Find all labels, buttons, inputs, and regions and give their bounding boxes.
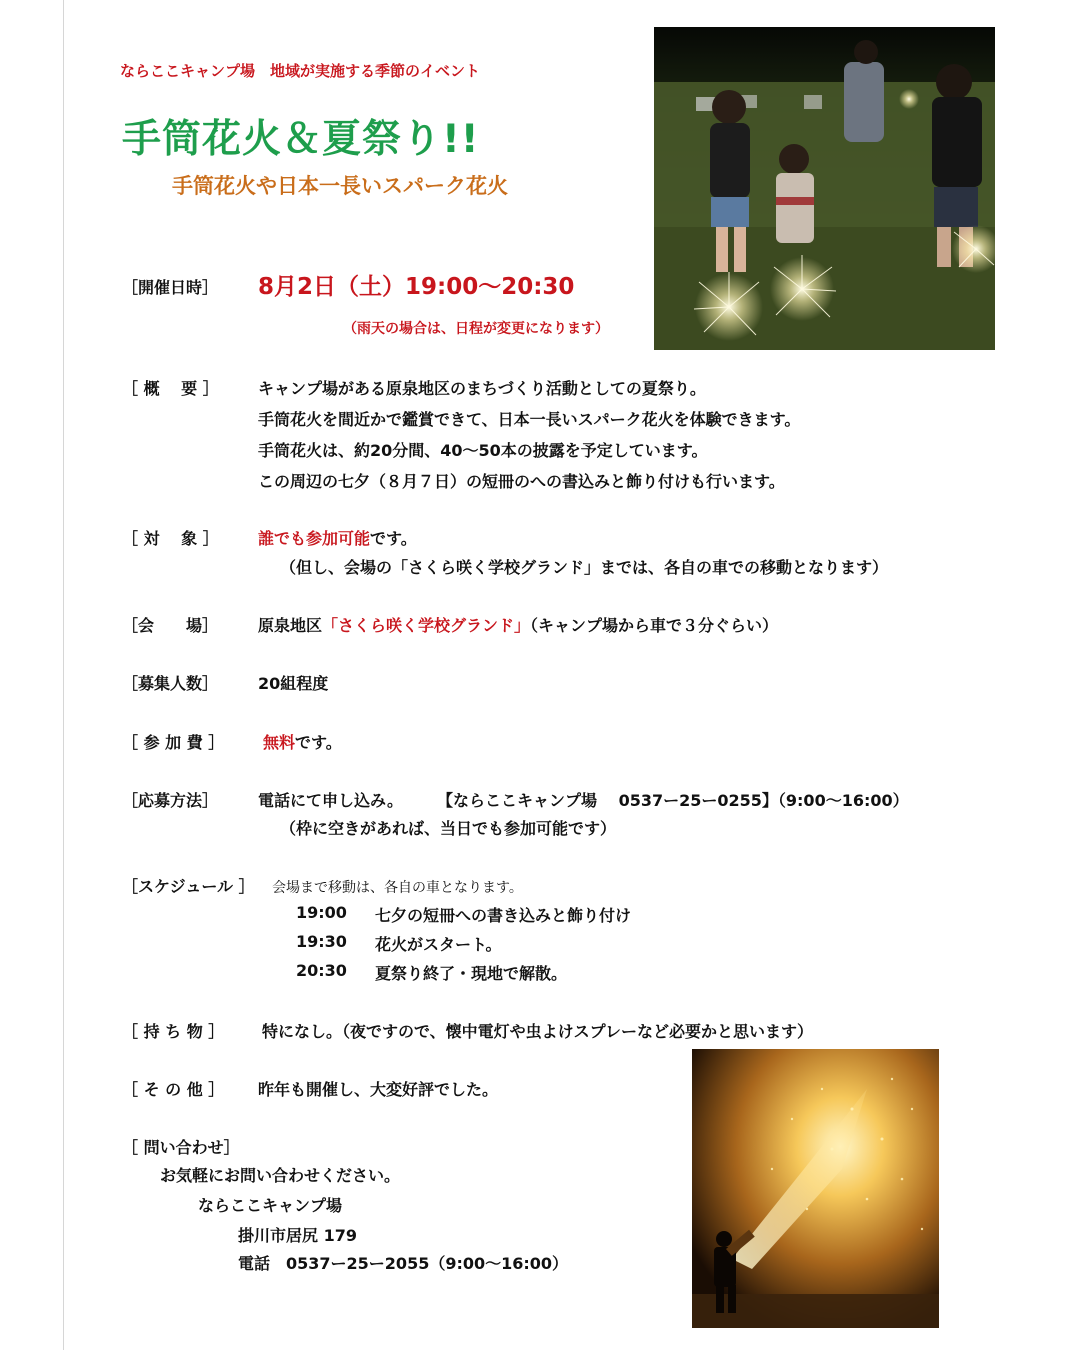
datetime-value: 8月2日（土）19:00～20:30	[258, 274, 575, 300]
venue-prefix: 原泉地区	[258, 616, 323, 635]
apply-phone: 【ならここキャンプ場 0537ー25ー0255】（9:00～16:00）	[437, 791, 909, 810]
schedule-intro: 会場まで移動は、各自の車となります。	[272, 880, 523, 896]
fee-highlight: 無料	[263, 733, 296, 752]
schedule-desc: 夏祭り終了・現地で解散。	[375, 964, 568, 983]
fee-text	[263, 730, 342, 753]
schedule-time: 20:30	[296, 961, 347, 980]
apply-label: ［応募方法］	[122, 791, 219, 810]
apply-note: （枠に空きがあれば、当日でも参加可能です）	[280, 819, 617, 838]
page-subtitle: 手筒花火や日本一長いスパーク花火	[172, 174, 508, 198]
overview-line: 手筒花火は、約20分間、40～50本の披露を予定しています。	[258, 441, 708, 460]
other-label: ［ そ の 他 ］	[122, 1080, 225, 1099]
apply-highlight: 電話にて申し込み。	[258, 791, 403, 810]
target-suffix: です。	[370, 529, 417, 548]
page-left-border	[63, 0, 64, 1350]
page-title: 手筒花火＆夏祭り!!	[122, 117, 480, 162]
event-photo-sparklers	[654, 27, 995, 350]
schedule-desc: 花火がスタート。	[375, 935, 502, 954]
contact-name: ならここキャンプ場	[198, 1196, 343, 1215]
belongings-text: 特になし。（夜ですので、懐中電灯や虫よけスプレーなど必要かと思います）	[262, 1022, 814, 1041]
fee-label: ［ 参 加 費 ］	[122, 733, 225, 752]
schedule-label: ［スケジュール ］	[122, 877, 255, 896]
target-highlight: 誰でも参加可能	[258, 529, 371, 548]
venue-suffix: （キャンプ場から車で３分ぐらい）	[530, 616, 779, 635]
contact-label: ［ 問い合わせ］	[122, 1138, 240, 1157]
target-note: （但し、会場の「さくら咲く学校グランド」までは、各自の車での移動となります）	[280, 558, 889, 577]
header-top-line: ならここキャンプ場 地域が実施する季節のイベント	[120, 62, 481, 80]
venue-label: ［会 場］	[122, 616, 219, 635]
overview-line: 手筒花火を間近かで鑑賞できて、日本一長いスパーク花火を体験できます。	[258, 410, 801, 429]
venue-highlight: 「さくら咲く学校グランド」	[322, 616, 531, 635]
contact-phone: 電話 0537ー25ー2055（9:00～16:00）	[238, 1254, 569, 1273]
contact-address: 掛川市居尻 179	[238, 1226, 357, 1245]
overview-label: ［ 概 要 ］	[122, 379, 219, 398]
target-text	[258, 526, 417, 549]
capacity-label: ［募集人数］	[122, 674, 219, 693]
capacity-value: 20組程度	[258, 674, 329, 693]
other-text: 昨年も開催し、大変好評でした。	[258, 1080, 499, 1099]
venue-text	[258, 613, 778, 636]
target-label: ［ 対 象 ］	[122, 529, 219, 548]
schedule-time: 19:00	[296, 903, 347, 922]
datetime-label: ［開催日時］	[122, 278, 219, 297]
fee-suffix: です。	[295, 733, 342, 752]
rain-note: （雨天の場合は、日程が変更になります）	[343, 321, 609, 337]
tezutsu-fireworks-photo	[692, 1049, 939, 1328]
overview-line: この周辺の七夕（８月７日）の短冊のへの書込みと飾り付けも行います。	[258, 472, 785, 491]
contact-intro: お気軽にお問い合わせください。	[160, 1166, 401, 1185]
schedule-desc: 七夕の短冊への書き込みと飾り付け	[375, 906, 632, 925]
overview-line: キャンプ場がある原泉地区のまちづくり活動としての夏祭り。	[258, 379, 706, 398]
belongings-label: ［ 持 ち 物 ］	[122, 1022, 225, 1041]
schedule-time: 19:30	[296, 932, 347, 951]
